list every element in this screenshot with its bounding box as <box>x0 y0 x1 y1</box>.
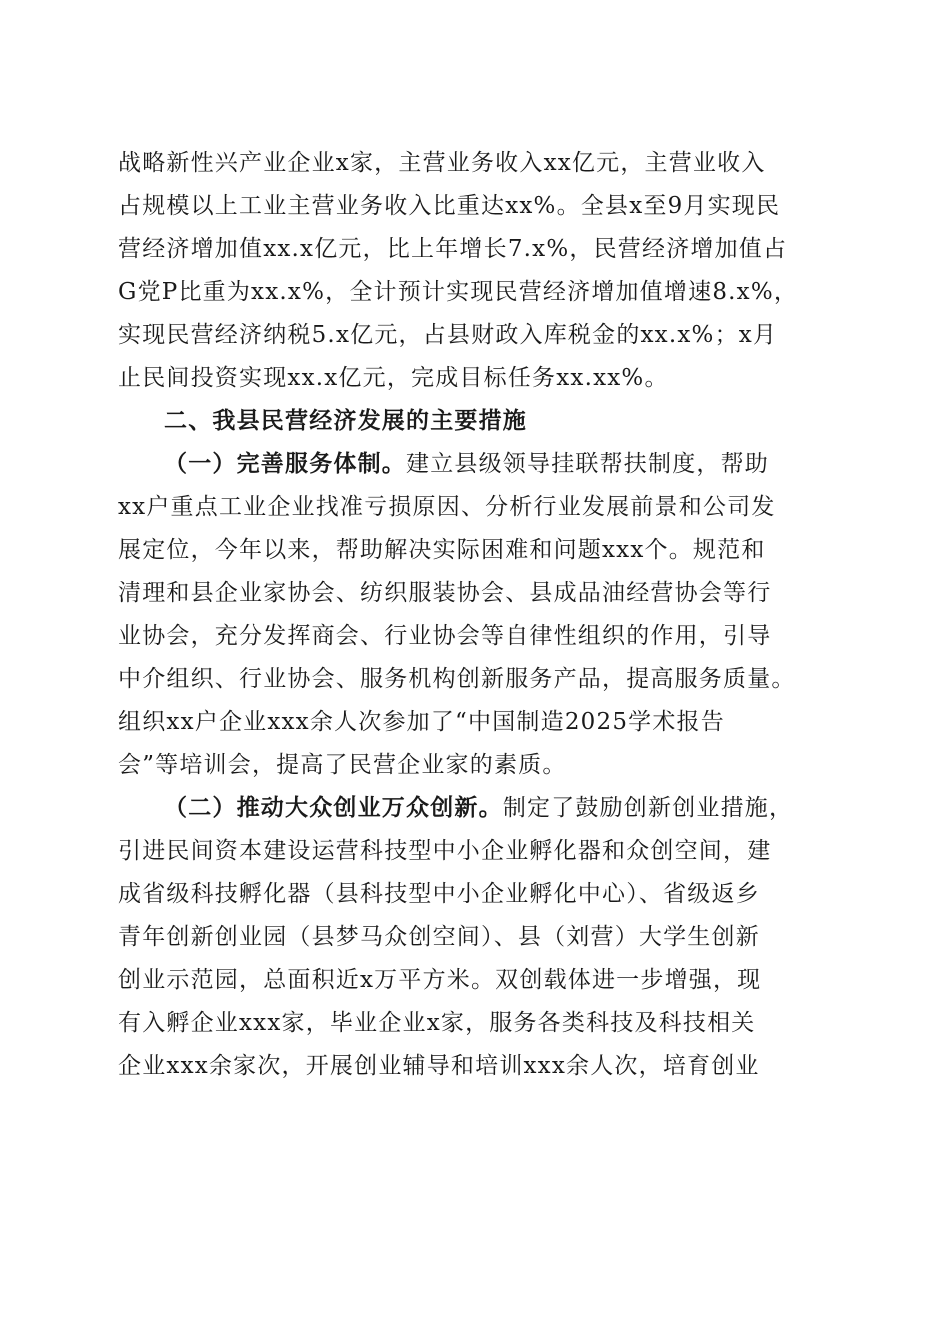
text-line: 引进民间资本建设运营科技型中小企业孵化器和众创空间，建 <box>118 838 772 864</box>
text-line: 企业xxx余家次，开展创业辅导和培训xxx余人次，培育创业 <box>118 1053 760 1079</box>
text-line: G党P比重为xx.x%，全计预计实现民营经济增加值增速8.x%， <box>118 279 799 305</box>
text-line: 业协会，充分发挥商会、行业协会等自律性组织的作用，引导 <box>118 623 772 649</box>
text-line: 战略新性兴产业企业x家，主营业务收入xx亿元，主营业收入 <box>118 150 766 176</box>
text-line: 止民间投资实现xx.x亿元，完成目标任务xx.xx%。 <box>118 365 669 391</box>
text-line: 创业示范园，总面积近x万平方米。双创载体进一步增强，现 <box>118 967 762 993</box>
section-heading: 二、我县民营经济发展的主要措施 <box>164 408 527 434</box>
text-line <box>118 787 830 830</box>
text-line: 青年创新创业园（县梦马众创空间）、县（刘营）大学生创新 <box>118 924 760 950</box>
text-line: 中介组织、行业协会、服务机构创新服务产品，提高服务质量。 <box>118 666 796 692</box>
text-line: 占规模以上工业主营业务收入比重达xx%。全县x至9月实现民 <box>118 193 781 219</box>
text-line: 营经济增加值xx.x亿元，比上年增长7.x%，民营经济增加值占 <box>118 236 788 262</box>
text-line: 有入孵企业xxx家，毕业企业x家，服务各类科技及科技相关 <box>118 1010 756 1036</box>
text-line: 展定位，今年以来，帮助解决实际困难和问题xxx个。规范和 <box>118 537 766 563</box>
paragraph-lead: （二）推动大众创业万众创新。 <box>164 795 503 821</box>
paragraph-text: 建立县级领导挂联帮扶制度，帮助 <box>406 451 769 477</box>
text-line <box>118 443 830 486</box>
text-line: 会”等培训会，提高了民营企业家的素质。 <box>118 752 567 778</box>
text-line: 清理和县企业家协会、纺织服装协会、县成品油经营协会等行 <box>118 580 772 606</box>
document-body <box>118 142 830 1088</box>
text-line: 实现民营经济纳税5.x亿元，占县财政入库税金的xx.x%；x月 <box>118 322 778 348</box>
paragraph-2 <box>118 443 830 787</box>
text-line: 组织xx户企业xxx余人次参加了“中国制造2025学术报告 <box>118 709 725 735</box>
text-line: 成省级科技孵化器（县科技型中小企业孵化中心）、省级返乡 <box>118 881 760 907</box>
text-line: xx户重点工业企业找准亏损原因、分析行业发展前景和公司发 <box>118 494 776 520</box>
paragraph-lead: （一）完善服务体制。 <box>164 451 406 477</box>
paragraph-3 <box>118 787 830 1088</box>
paragraph-1 <box>118 142 830 400</box>
paragraph-text: 制定了鼓励创新创业措施， <box>502 795 794 821</box>
